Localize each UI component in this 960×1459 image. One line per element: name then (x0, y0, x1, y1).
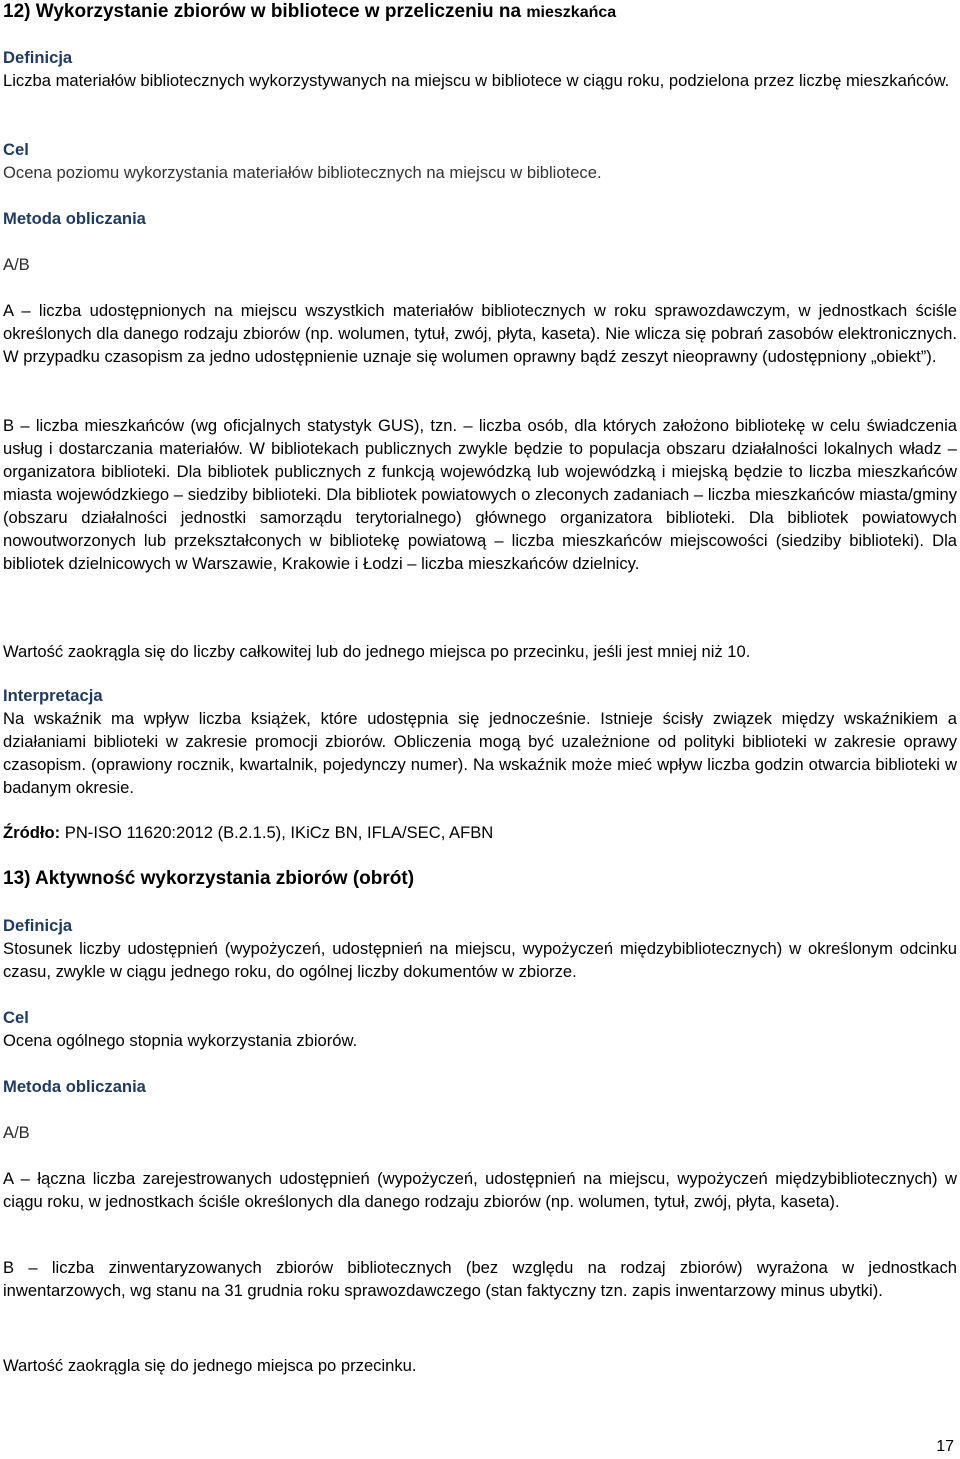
section-12-title (3, 0, 957, 25)
definicja-text: Liczba materiałów bibliotecznych wykorzystywanych na miejscu w bibliotece w ciągu roku, podzielona przez liczbę mieszkańców. (3, 71, 950, 90)
variable-b-description-13: B – liczba zinwentaryzowanych zbiorów bibliotecznych (bez względu na rodzaj zbiorów) wyrażona w jednostkach inwentarzowych, wg stanu na 31 grudnia roku sprawozdawczego (stan faktyczny tzn. zapis inwentarzowy minus ubytki). (3, 1258, 957, 1300)
formula: A/B (3, 255, 30, 274)
interpretacja-text: Na wskaźnik ma wpływ liczba książek, które udostępnia się jednocześnie. Istnieje ścisły związek między wskaźnikiem a działaniami biblioteki w zakresie promocji zbiorów. Obliczenia mogą być uzależnione od polityki biblioteki w zakresie oprawy czasopism. (oprawiony rocznik, kwartalnik, pojedynczy numer). Na wskaźnik może mieć wpływ liczba godzin otwarcia biblioteki w badanym okresie. (3, 709, 957, 797)
interpretacja-heading: Interpretacja (3, 686, 103, 705)
variable-b-description: B – liczba mieszkańców (wg oficjalnych statystyk GUS), tzn. – liczba osób, dla których założono bibliotekę w celu świadczenia usług i dostarczania materiałów. W bibliotekach publicznych zwykle będzie to populacja obszaru działalności lokalnych władz – organizatora biblioteki. Dla bibliotek publicznych z funkcją wojewódzką lub wojewódzką i miejską będzie to liczba mieszkańców miasta wojewódzkiego – siedziby biblioteki. Dla bibliotek powiatowych o zleconych zadaniach – liczba mieszkańców miasta/gminy (obszaru działalności jednostki samorządu terytorialnego) głównego organizatora biblioteki. Dla bibliotek powiatowych nowoutworzonych lub przekształconych w bibliotekę powiatową – liczba mieszkańców miejscowości (siedziby biblioteki). Dla bibliotek dzielnicowych w Warszawie, Krakowie i Łodzi – liczba mieszkańców dzielnicy. (3, 416, 957, 573)
cel-text: Ocena poziomu wykorzystania materiałów bibliotecznych na miejscu w bibliotece. (3, 163, 602, 182)
definicja-heading-13: Definicja (3, 916, 73, 935)
source-line (3, 821, 957, 844)
rounding-rule-13: Wartość zaokrągla się do jednego miejsca po przecinku. (3, 1356, 417, 1375)
source-text: PN-ISO 11620:2012 (B.2.1.5), IKiCz BN, IFLA/SEC, AFBN (60, 823, 494, 842)
section-12-title-text: 12) Wykorzystanie zbiorów w bibliotece w przeliczeniu na (3, 1, 522, 22)
section-12-title-small: mieszkańca (526, 4, 617, 21)
formula-13: A/B (3, 1123, 30, 1142)
definicja-text-13: Stosunek liczby udostępnień (wypożyczeń, udostępnień na miejscu, wypożyczeń międzybibliotecznych) w określonym odcinku czasu, zwykle w ciągu jednego roku, do ogólnej liczby dokumentów w zbiorze. (3, 939, 957, 981)
page-number: 17 (936, 1438, 954, 1455)
definicja-heading: Definicja (3, 48, 73, 67)
source-label: Źródło: (3, 823, 61, 842)
metoda-heading: Metoda obliczania (3, 209, 146, 228)
rounding-rule: Wartość zaokrągla się do liczby całkowitej lub do jednego miejsca po przecinku, jeśli jest mniej niż 10. (3, 642, 751, 661)
cel-text-13: Ocena ogólnego stopnia wykorzystania zbiorów. (3, 1031, 358, 1050)
cel-heading: Cel (3, 140, 29, 159)
section-13-title: 13) Aktywność wykorzystania zbiorów (obrót) (3, 868, 415, 889)
variable-a-description: A – liczba udostępnionych na miejscu wszystkich materiałów bibliotecznych w roku sprawozdawczym, w jednostkach ściśle określonych dla danego rodzaju zbiorów (np. wolumen, tytuł, zwój, płyta, kaseta). Nie wlicza się pobrań zasobów elektronicznych. W przypadku czasopism za jedno udostępnienie uznaje się wolumen oprawny bądź zeszyt nieoprawny (udostępniony „obiekt”). (3, 301, 957, 366)
metoda-heading-13: Metoda obliczania (3, 1077, 146, 1096)
variable-a-description-13: A – łączna liczba zarejestrowanych udostępnień (wypożyczeń, udostępnień na miejscu, wypożyczeń międzybibliotecznych) w ciągu roku, w jednostkach ściśle określonych dla danego rodzaju zbiorów (np. wolumen, tytuł, zwój, płyta, kaseta). (3, 1169, 957, 1211)
cel-heading-13: Cel (3, 1008, 29, 1027)
